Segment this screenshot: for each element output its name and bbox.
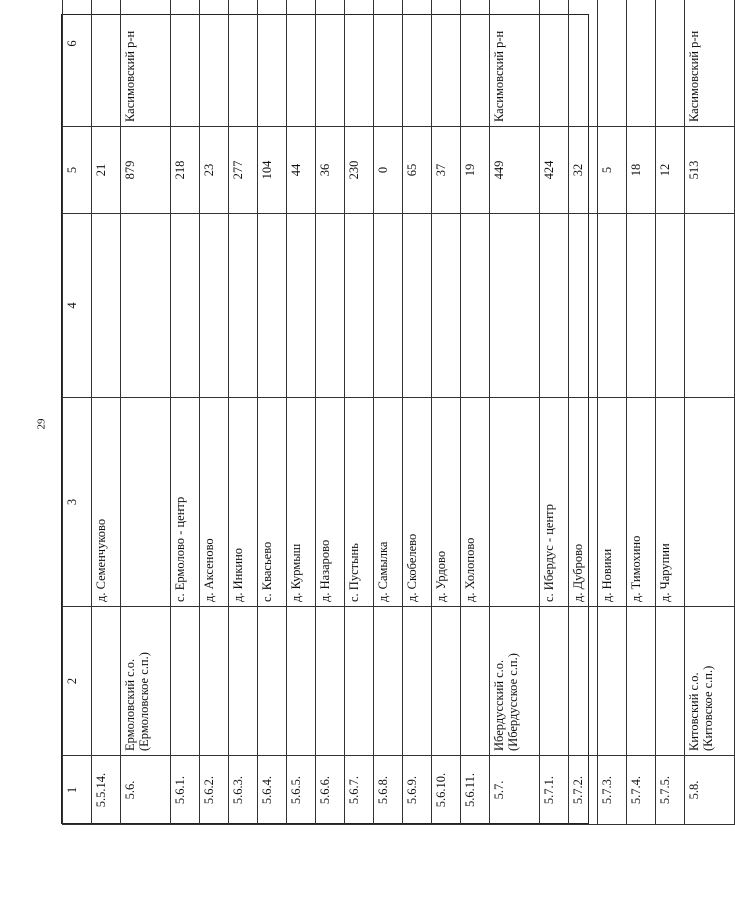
- population: 0: [374, 127, 403, 214]
- region-name: [403, 0, 432, 127]
- row-number: 5.6.9.: [403, 756, 432, 825]
- district-name: Ибердусский с.о. (Ибердусское с.п.): [490, 607, 540, 756]
- row-number: 5.7.3.: [598, 756, 627, 825]
- header-cell-2: 2: [63, 607, 92, 756]
- population: 65: [403, 127, 432, 214]
- population: 230: [345, 127, 374, 214]
- settlement-name: д. Самылка: [374, 398, 403, 607]
- row-number: 5.6.6.: [316, 756, 345, 825]
- column-4: [656, 214, 685, 398]
- column-4: [627, 214, 656, 398]
- table-row: [121, 0, 171, 825]
- district-name: [403, 607, 432, 756]
- column-4: [258, 214, 287, 398]
- column-4: [432, 214, 461, 398]
- row-number: 5.6.2.: [200, 756, 229, 825]
- population: 424: [540, 127, 569, 214]
- region-name: [432, 0, 461, 127]
- table-row: [685, 0, 735, 825]
- column-4: [374, 214, 403, 398]
- population: 32: [569, 127, 598, 214]
- row-number: 5.6.10.: [432, 756, 461, 825]
- column-4: [316, 214, 345, 398]
- region-name: Касимовский р-н: [685, 0, 735, 127]
- table-row: [374, 0, 403, 825]
- district-name: [627, 607, 656, 756]
- population: 19: [461, 127, 490, 214]
- settlement-name: с. Квасьево: [258, 398, 287, 607]
- region-name: [258, 0, 287, 127]
- row-number: 5.7.2.: [569, 756, 598, 825]
- row-number: 5.6.: [121, 756, 171, 825]
- region-name: [598, 0, 627, 127]
- table-row: [200, 0, 229, 825]
- district-name: [200, 607, 229, 756]
- header-cell-5: 5: [63, 127, 92, 214]
- district-name: [540, 607, 569, 756]
- column-4: [685, 214, 735, 398]
- region-name: [171, 0, 200, 127]
- page-number: 29: [35, 418, 48, 430]
- settlement-table: [62, 0, 735, 825]
- settlement-name: д. Новики: [598, 398, 627, 607]
- region-name: [461, 0, 490, 127]
- settlement-name: [121, 398, 171, 607]
- region-name: [316, 0, 345, 127]
- table-row: [432, 0, 461, 825]
- population: 12: [656, 127, 685, 214]
- settlement-name: с. Ибердус - центр: [540, 398, 569, 607]
- district-name: [316, 607, 345, 756]
- population: 513: [685, 127, 735, 214]
- column-4: [490, 214, 540, 398]
- population: 23: [200, 127, 229, 214]
- settlement-name: с. Ермолово - центр: [171, 398, 200, 607]
- population: 18: [627, 127, 656, 214]
- column-4: [345, 214, 374, 398]
- settlement-name: д. Инкино: [229, 398, 258, 607]
- settlement-name: д. Чарупии: [656, 398, 685, 607]
- population: 36: [316, 127, 345, 214]
- row-number: 5.6.5.: [287, 756, 316, 825]
- region-name: Касимовский р-н: [490, 0, 540, 127]
- population: 37: [432, 127, 461, 214]
- region-name: [627, 0, 656, 127]
- settlement-name: [685, 398, 735, 607]
- settlement-name: д. Скобелево: [403, 398, 432, 607]
- column-4: [121, 214, 171, 398]
- district-name: [656, 607, 685, 756]
- row-number: 5.6.8.: [374, 756, 403, 825]
- population: 449: [490, 127, 540, 214]
- district-name: [258, 607, 287, 756]
- settlement-name: д. Назарово: [316, 398, 345, 607]
- district-name: [569, 607, 598, 756]
- settlement-name: д. Курмыш: [287, 398, 316, 607]
- district-name: [171, 607, 200, 756]
- header-cell-6: 6: [63, 0, 92, 127]
- population: 5: [598, 127, 627, 214]
- table-row: [258, 0, 287, 825]
- district-name: [461, 607, 490, 756]
- district-name: Китовский с.о. (Китовское с.п.): [685, 607, 735, 756]
- table-row: [598, 0, 627, 825]
- district-name: [432, 607, 461, 756]
- population: 277: [229, 127, 258, 214]
- column-4: [598, 214, 627, 398]
- column-4: [403, 214, 432, 398]
- row-number: 5.6.7.: [345, 756, 374, 825]
- row-number: 5.6.11.: [461, 756, 490, 825]
- table-row: [569, 0, 598, 825]
- district-name: Ермоловский с.о. (Ермоловское с.п.): [121, 607, 171, 756]
- table-row: [345, 0, 374, 825]
- column-4: [540, 214, 569, 398]
- settlement-name: д. Дуброво: [569, 398, 598, 607]
- column-4: [229, 214, 258, 398]
- population: 21: [92, 127, 121, 214]
- header-cell-1: 1: [63, 756, 92, 825]
- table-row: [490, 0, 540, 825]
- table-row: [540, 0, 569, 825]
- column-4: [287, 214, 316, 398]
- district-name: [92, 607, 121, 756]
- district-name: [345, 607, 374, 756]
- row-number: 5.5.14.: [92, 756, 121, 825]
- settlement-name: [490, 398, 540, 607]
- settlement-name: д. Урдово: [432, 398, 461, 607]
- table-row: [287, 0, 316, 825]
- row-number: 5.6.1.: [171, 756, 200, 825]
- table-row: [656, 0, 685, 825]
- region-name: [92, 0, 121, 127]
- region-name: Касимовский р-н: [121, 0, 171, 127]
- population: 218: [171, 127, 200, 214]
- column-4: [461, 214, 490, 398]
- region-name: [345, 0, 374, 127]
- table-row: [316, 0, 345, 825]
- settlement-name: д. Холопово: [461, 398, 490, 607]
- row-number: 5.6.3.: [229, 756, 258, 825]
- column-4: [92, 214, 121, 398]
- row-number: 5.7.5.: [656, 756, 685, 825]
- population: 104: [258, 127, 287, 214]
- region-name: [540, 0, 569, 127]
- row-number: 5.6.4.: [258, 756, 287, 825]
- table-row: [627, 0, 656, 825]
- header-cell-4: 4: [63, 214, 92, 398]
- row-number: 5.7.1.: [540, 756, 569, 825]
- region-name: [569, 0, 598, 127]
- column-4: [200, 214, 229, 398]
- column-4: [569, 214, 598, 398]
- region-name: [374, 0, 403, 127]
- region-name: [229, 0, 258, 127]
- region-name: [287, 0, 316, 127]
- district-name: [374, 607, 403, 756]
- district-name: [598, 607, 627, 756]
- table-row: [92, 0, 121, 825]
- table-header-row: [63, 0, 92, 825]
- region-name: [200, 0, 229, 127]
- population: 879: [121, 127, 171, 214]
- district-name: [229, 607, 258, 756]
- table-row: [229, 0, 258, 825]
- settlement-name: д. Тимохино: [627, 398, 656, 607]
- table-row: [171, 0, 200, 825]
- header-cell-3: 3: [63, 398, 92, 607]
- table-row: [403, 0, 432, 825]
- row-number: 5.8.: [685, 756, 735, 825]
- table-container: [61, 14, 716, 824]
- row-number: 5.7.4.: [627, 756, 656, 825]
- column-4: [171, 214, 200, 398]
- row-number: 5.7.: [490, 756, 540, 825]
- settlement-name: д. Аксеново: [200, 398, 229, 607]
- settlement-name: с. Пустынь: [345, 398, 374, 607]
- settlement-name: д. Семенчуково: [92, 398, 121, 607]
- region-name: [656, 0, 685, 127]
- district-name: [287, 607, 316, 756]
- table-row: [461, 0, 490, 825]
- population: 44: [287, 127, 316, 214]
